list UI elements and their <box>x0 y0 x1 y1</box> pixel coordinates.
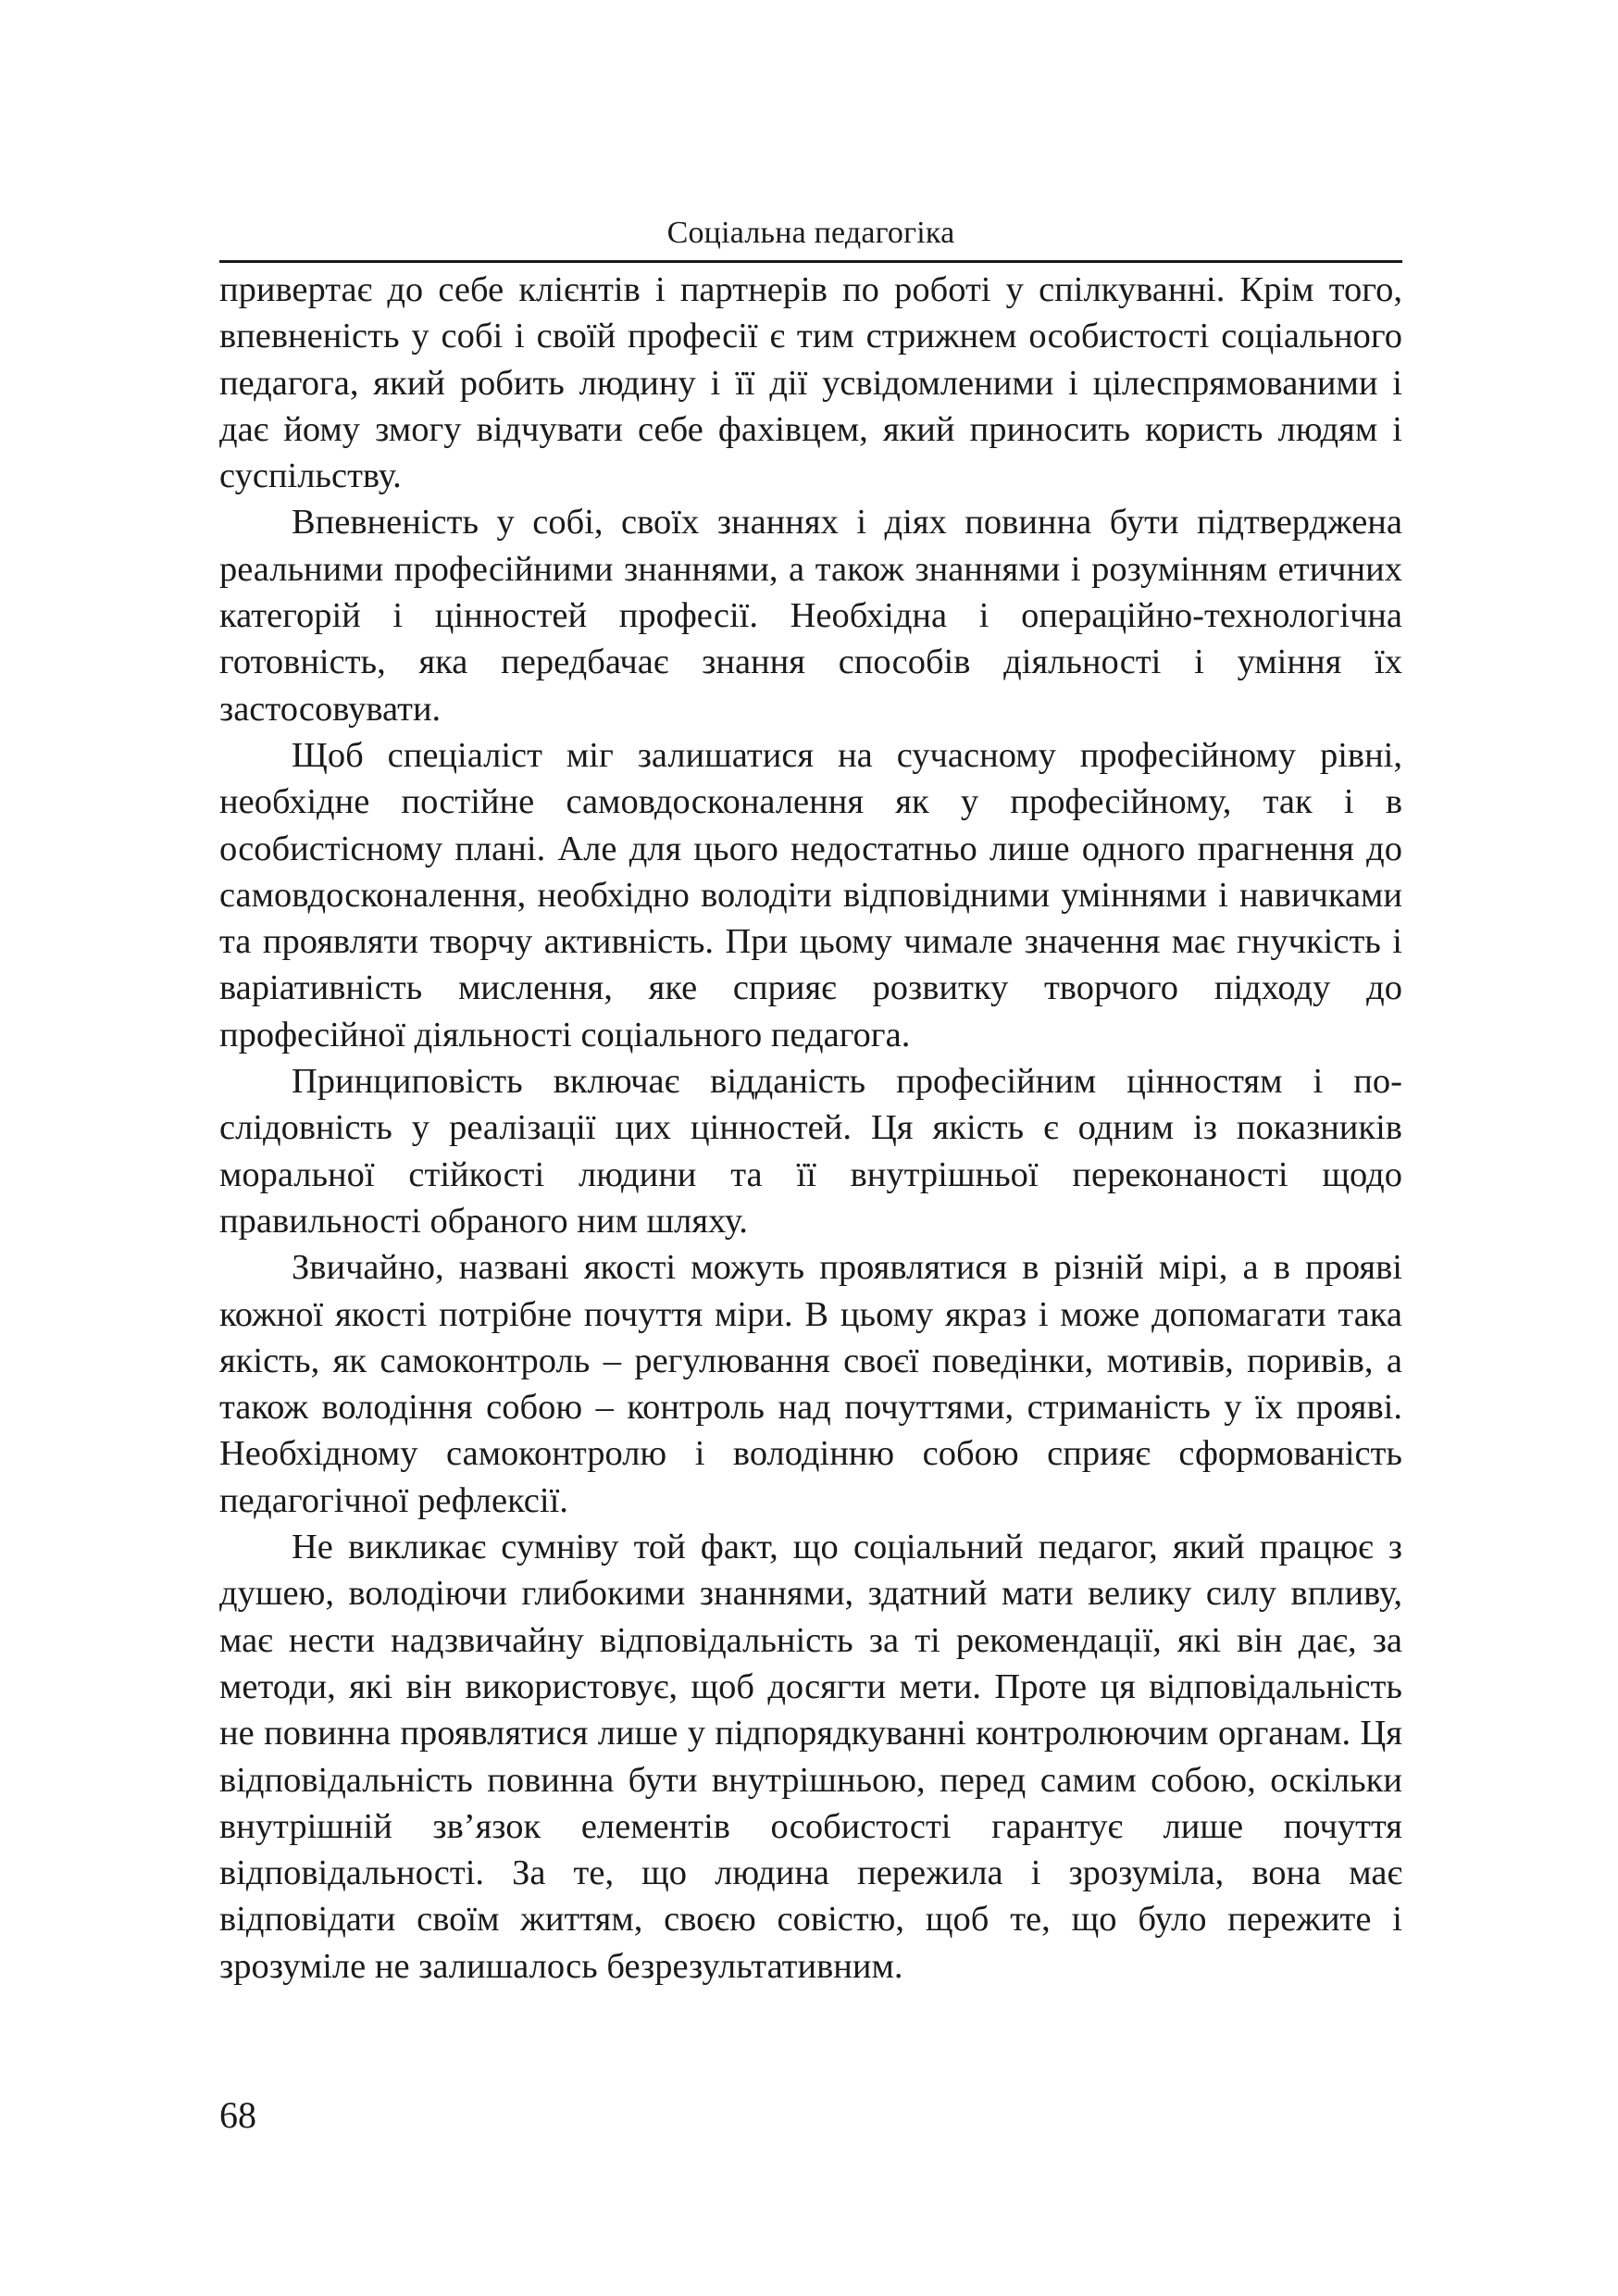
paragraph: Не викликає сумніву той факт, що соціальний педагог, який працює з душею, володіючи глибокими знаннями, здатний мати велику силу впливу, має нести надзвичайну відповідальність за ті рекомендації, які він дає, за методи, які він використовує, щоб досягти мети. Проте ця відповідальність не повинна проявлятися лише у підпорядкуванні контролюючим органам. Ця відповідальність повинна бути внутрішньою, перед самим собою, оскільки внутрішній зв’язок елементів особистості гарантує лише почуття відповідальності. За те, що людина пережила і зрозуміла, вона має відповідати своїм життям, своєю совістю, щоб те, що було пережите і зрозуміле не залишалось безрезультативним. <box>219 1528 1402 1986</box>
body-text <box>219 267 1402 1990</box>
paragraph-continuation: привертає до себе клієнтів і партнерів по роботі у спілкуванні. Крім того, впевненість у собі і своїй професії є тим стрижнем особистості соціального педагога, який робить людину і її дії усвідомленими і цілеспрямованими і дає йому змогу відчувати себе фахівцем, який приносить користь людям і суспільству. <box>219 270 1402 496</box>
paragraph: Щоб спеціаліст міг залишатися на сучасному професійному рівні, необхідне постійне самовдосконалення як у професійному, так і в особистісному плані. Але для цього недостатньо лише одного прагнення до самовдосконалення, необхідно володіти відповідними уміннями і навичками та проявляти творчу активність. При цьому чимале значення має гнучкість і варіативність мислення, яке сприяє розвитку творчого підходу до професійної діяльності соціального педагога. <box>219 735 1402 1054</box>
book-page <box>219 0 1402 2296</box>
running-header-title: Соціальна педагогіка <box>666 216 955 250</box>
paragraph: Звичайно, названі якості можуть проявлятися в різній мірі, а в прояві кожної якості потрібне почуття міри. В цьому якраз і може допомагати така якість, як самоконтроль – регулювання своєї поведінки, мотивів, поривів, а також володіння собою – контроль над почуттями, стриманість у їх прояві. Необхідному самоконтролю і володінню собою сприяє сформованість педагогічної рефлексії. <box>219 1248 1402 1520</box>
paragraph: Впевненість у собі, своїх знаннях і діях повинна бути підтверджена реальними професійними знаннями, а також знаннями і розумінням етичних категорій і цінностей професії. Необхідна і операційно-технологічна готовність, яка передбачає знання способів діяльності і уміння їх застосовувати. <box>219 503 1402 729</box>
header-rule <box>219 260 1402 263</box>
page-number: 68 <box>219 2094 256 2136</box>
paragraph: Принциповість включає відданість професійним цінностям і послідовність у реалізації цих цінностей. Ця якість є одним із показників моральної стійкості людини та її внутрішньої переконаності щодо правильності обраного ним шляху. <box>219 1062 1402 1241</box>
